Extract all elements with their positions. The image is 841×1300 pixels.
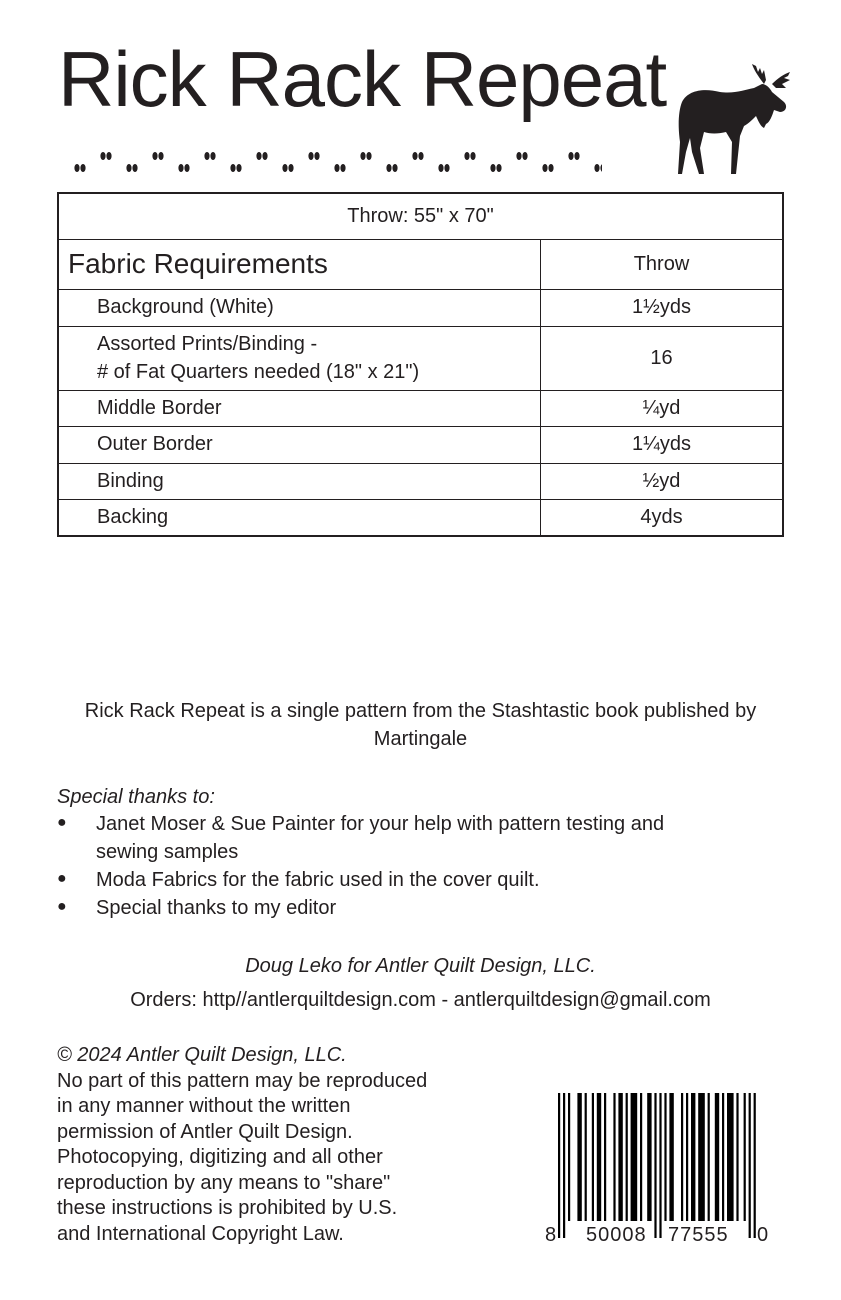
thanks-item-2: Moda Fabrics for the fabric used in the cover quilt. (96, 869, 540, 891)
hoof-print-icon (256, 152, 267, 160)
barcode-bar (749, 1093, 751, 1238)
hoof-print-icon (100, 152, 111, 160)
barcode-bar (722, 1093, 724, 1221)
row-value: 4yds (541, 499, 784, 536)
barcode-bar (754, 1093, 756, 1238)
barcode-bar (585, 1093, 587, 1221)
barcode-bar (577, 1093, 581, 1221)
table-row (58, 326, 783, 390)
barcode-bar (647, 1093, 651, 1221)
hoof-print-icon (126, 164, 137, 172)
thanks-item-1-line1: Janet Moser & Sue Painter for your help with pattern testing and (96, 813, 665, 835)
hoof-print-icon (334, 164, 345, 172)
hoof-print-icon (568, 152, 579, 160)
copyright-line: © 2024 Antler Quilt Design, LLC. (57, 1044, 347, 1066)
hoof-print-icon (360, 152, 371, 160)
barcode-digits-left: 50008 (586, 1224, 647, 1246)
barcode-bar (659, 1093, 661, 1238)
hoof-print-icon (594, 164, 602, 172)
thanks-item-1-line2: sewing samples (96, 841, 239, 863)
barcode-bar (597, 1093, 601, 1221)
hoof-print-icon (516, 152, 527, 160)
hoof-print-icon (386, 164, 397, 172)
table-row (58, 289, 783, 326)
barcode-bar (626, 1093, 628, 1221)
barcode-bar (708, 1093, 710, 1221)
throw-size: Throw: 55" x 70" (58, 193, 783, 239)
barcode-bar (631, 1093, 638, 1221)
table-header-row (58, 239, 783, 289)
barcode (558, 1093, 758, 1238)
barcode-bar (563, 1093, 565, 1238)
orders-contact: Orders: http//antlerquiltdesign.com - antlerquiltdesign@gmail.com (130, 989, 711, 1011)
copyright-line: in any manner without the written (57, 1095, 351, 1117)
barcode-digit-first: 8 (545, 1224, 557, 1246)
copyright-line: No part of this pattern may be reproduced (57, 1069, 428, 1092)
pattern-title: Rick Rack Repeat (58, 35, 667, 123)
row-label-line1: Assorted Prints/Binding - (97, 333, 318, 355)
fabric-requirements-heading: Fabric Requirements (58, 239, 541, 289)
hoof-bullet-icon: ● (57, 814, 67, 831)
row-label-line2: # of Fat Quarters needed (18" x 21") (97, 361, 420, 383)
row-value: 1¼yds (541, 426, 784, 463)
barcode-bar (568, 1093, 570, 1221)
description-line2: Martingale (373, 728, 468, 750)
barcode-bar (691, 1093, 695, 1221)
copyright-line: and International Copyright Law. (57, 1222, 344, 1245)
row-value: ½yd (541, 463, 784, 499)
hoof-bullet-icon: ● (57, 898, 67, 915)
column-header-throw: Throw (541, 239, 784, 289)
hoof-print-icon (412, 152, 423, 160)
copyright-line: reproduction by any means to "share" (57, 1171, 391, 1194)
hoof-print-icon (542, 164, 553, 172)
barcode-bar (613, 1093, 615, 1221)
barcode-bar (604, 1093, 606, 1221)
row-label: Backing (58, 499, 541, 536)
designer-credit: Doug Leko for Antler Quilt Design, LLC. (245, 955, 596, 977)
row-label (58, 326, 541, 390)
hoof-print-icon (178, 164, 189, 172)
row-label: Binding (58, 463, 541, 499)
table-row (58, 499, 783, 536)
copyright-line: Photocopying, digitizing and all other (57, 1146, 383, 1168)
barcode-bar (654, 1093, 656, 1238)
barcode-digit-last: 0 (757, 1224, 769, 1246)
fabric-requirements-table (57, 192, 784, 537)
barcode-bar (558, 1093, 560, 1238)
table-row (58, 463, 783, 499)
barcode-bar (698, 1093, 705, 1221)
hoof-print-icon (308, 152, 319, 160)
barcode-bar (686, 1093, 688, 1221)
barcode-bar (669, 1093, 673, 1221)
barcode-digits-right: 77555 (668, 1224, 729, 1246)
hoof-print-icon (438, 164, 449, 172)
barcode-bar (715, 1093, 719, 1221)
barcode-bar (727, 1093, 734, 1221)
copyright-line: these instructions is prohibited by U.S. (57, 1197, 398, 1219)
barcode-bar (618, 1093, 622, 1221)
barcode-bar (592, 1093, 594, 1221)
barcode-bar (640, 1093, 642, 1221)
row-label: Background (White) (58, 289, 541, 326)
row-label: Middle Border (58, 390, 541, 426)
copyright-line: permission of Antler Quilt Design. (57, 1120, 353, 1143)
table-size-row (58, 193, 783, 239)
row-label: Outer Border (58, 426, 541, 463)
hoof-print-icon (152, 152, 163, 160)
row-value: 1½yds (541, 289, 784, 326)
thanks-item-3: Special thanks to my editor (96, 897, 337, 919)
hoof-print-icon (464, 152, 475, 160)
barcode-bar (664, 1093, 666, 1221)
hoof-print-icon (282, 164, 293, 172)
hoof-bullet-icon: ● (57, 870, 67, 887)
table-row (58, 426, 783, 463)
barcode-bar (744, 1093, 746, 1221)
moose-silhouette-icon (674, 62, 792, 180)
hoof-print-icon (204, 152, 215, 160)
table-row (58, 390, 783, 426)
hoof-print-icon (230, 164, 241, 172)
hoof-print-icon (74, 164, 85, 172)
copyright-block (57, 1043, 427, 1247)
barcode-bar (681, 1093, 683, 1221)
thanks-heading: Special thanks to: (57, 786, 215, 808)
row-value: ¼yd (541, 390, 784, 426)
barcode-bar (736, 1093, 738, 1221)
hoof-print-icon (490, 164, 501, 172)
description-line1: Rick Rack Repeat is a single pattern from the Stashtastic book published by (84, 700, 757, 722)
hoof-tracks-decoration (72, 148, 602, 178)
row-value: 16 (541, 326, 784, 390)
